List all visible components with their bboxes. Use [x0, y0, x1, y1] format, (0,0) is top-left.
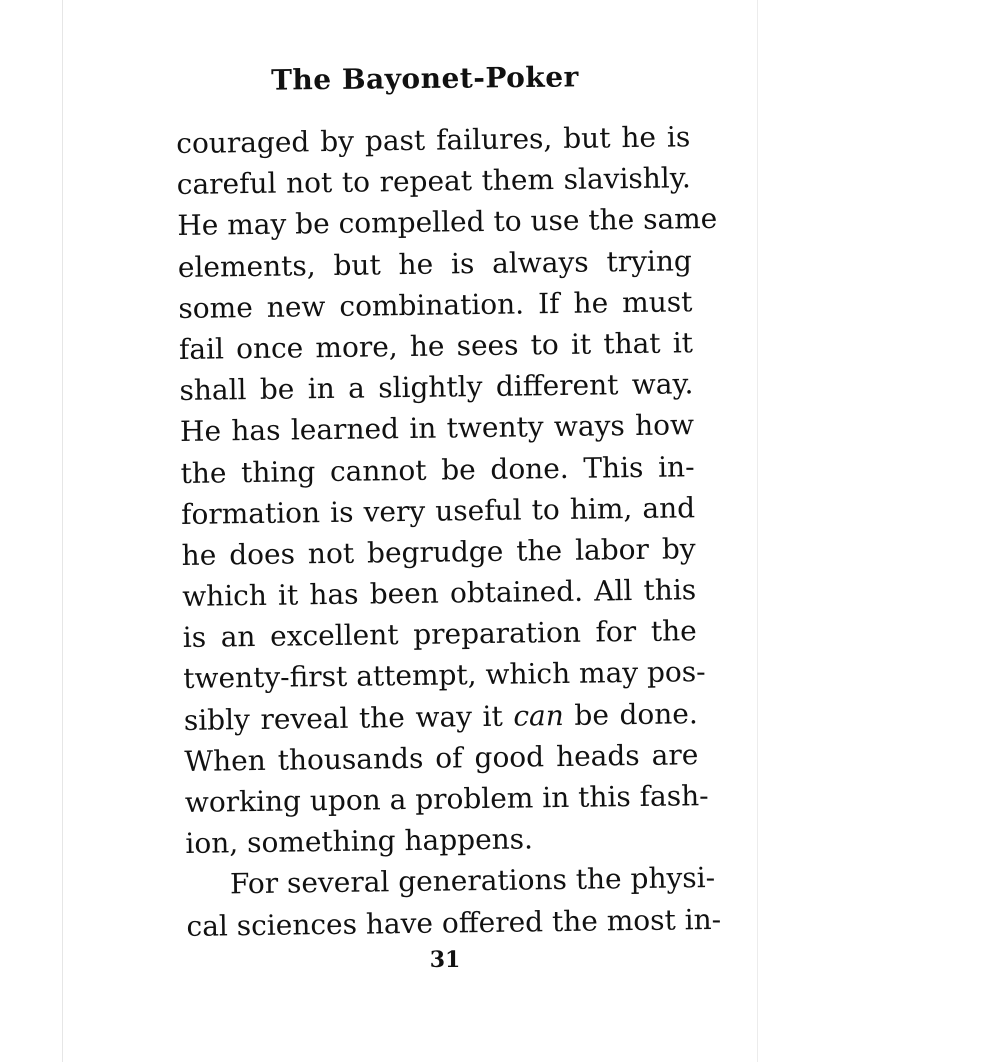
text-line: shall be in a slightly different way.: [179, 367, 694, 408]
paragraph-start-line: For several generations the physi-: [229, 861, 716, 901]
text-line: which it has been obtained. All this: [181, 573, 697, 614]
paragraph-end-line: ion, something happens.: [185, 822, 534, 861]
text-line: When thousands of good heads are: [184, 738, 699, 778]
page-number: 31: [429, 947, 461, 973]
text-line: elements, but he is always trying: [177, 243, 693, 284]
body-text: [176, 116, 722, 946]
text-line: twenty-first attempt, which may pos-: [183, 655, 706, 696]
text-line: careful not to repeat them slavishly.: [176, 161, 691, 202]
text-line: [184, 693, 698, 741]
text-line: he does not begrudge the labor by: [181, 532, 696, 572]
text-segment: sibly reveal the way it: [183, 699, 514, 737]
page-edge-right: [757, 0, 758, 1062]
running-head: The Bayonet-Poker: [270, 60, 579, 97]
text-line: He may be compelled to use the same: [177, 202, 718, 243]
text-line: formation is very useful to him, and: [180, 490, 696, 531]
text-line: fail once more, he sees to it that it: [178, 326, 694, 366]
text-line: is an excellent preparation for the: [182, 614, 697, 655]
text-line: the thing cannot be done. This in-: [180, 449, 695, 490]
text-segment: be done.: [563, 696, 698, 732]
text-line: cal sciences have offered the most in-: [186, 902, 722, 943]
text-line: couraged by past failures, but he is: [176, 120, 691, 160]
text-line: working upon a problem in this fash-: [184, 779, 709, 819]
text-line: He has learned in twenty ways how: [179, 408, 695, 449]
page-edge-left: [62, 0, 63, 1062]
text-line: some new combination. If he must: [178, 285, 693, 325]
emphasis-word: can: [513, 698, 564, 733]
